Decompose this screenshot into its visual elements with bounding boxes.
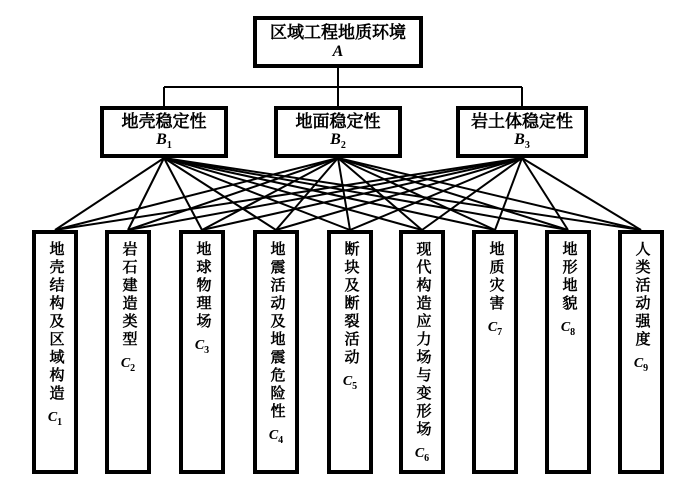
indicator-c7-label: 地质灾害 (487, 241, 504, 313)
root-node-a (253, 16, 423, 68)
root-code: A (332, 42, 344, 60)
indicator-c1-code: $C_1$ (47, 410, 63, 428)
indicator-node-c2 (105, 230, 151, 474)
indicator-node-c5 (327, 230, 373, 474)
indicator-c9-label: 人类活动强度 (633, 241, 650, 349)
criterion-b1-code: $B_1$ (156, 131, 172, 152)
indicator-c3-code: $C_3$ (194, 338, 210, 356)
criterion-node-b1 (100, 106, 228, 158)
indicator-node-c1 (32, 230, 78, 474)
indicator-c4-code: $C_4$ (268, 428, 284, 446)
criterion-b3-code: $B_3$ (514, 131, 530, 152)
indicator-c2-label: 岩石建造类型 (120, 241, 137, 349)
indicator-c5-code: $C_5$ (342, 374, 358, 392)
indicator-c1-label: 地壳结构及区域构造 (47, 241, 64, 403)
indicator-c3-label: 地球物理场 (194, 241, 211, 331)
criterion-b1-label: 地壳稳定性 (121, 111, 207, 131)
criterion-node-b3 (456, 106, 588, 158)
criterion-b2-code: $B_2$ (330, 131, 346, 152)
indicator-c8-label: 地形地貌 (560, 241, 577, 313)
indicator-c6-label: 现代构造应力场与变形场 (414, 241, 431, 439)
indicator-c9-code: $C_9$ (633, 356, 649, 374)
indicator-node-c6 (399, 230, 445, 474)
indicator-node-c9 (618, 230, 664, 474)
indicator-node-c3 (179, 230, 225, 474)
indicator-c5-label: 断块及断裂活动 (342, 241, 359, 367)
criterion-b3-label: 岩土体稳定性 (471, 111, 573, 131)
criterion-b2-label: 地面稳定性 (295, 111, 381, 131)
indicator-node-c7 (472, 230, 518, 474)
indicator-c7-code: $C_7$ (487, 320, 503, 338)
indicator-node-c4 (253, 230, 299, 474)
root-label: 区域工程地质环境 (270, 23, 406, 43)
indicator-node-c8 (545, 230, 591, 474)
indicator-c8-code: $C_8$ (560, 320, 576, 338)
indicator-c4-label: 地震活动及地震危险性 (268, 241, 285, 421)
criterion-node-b2 (274, 106, 402, 158)
indicator-c6-code: $C_6$ (414, 446, 430, 464)
indicator-c2-code: $C_2$ (120, 356, 136, 374)
